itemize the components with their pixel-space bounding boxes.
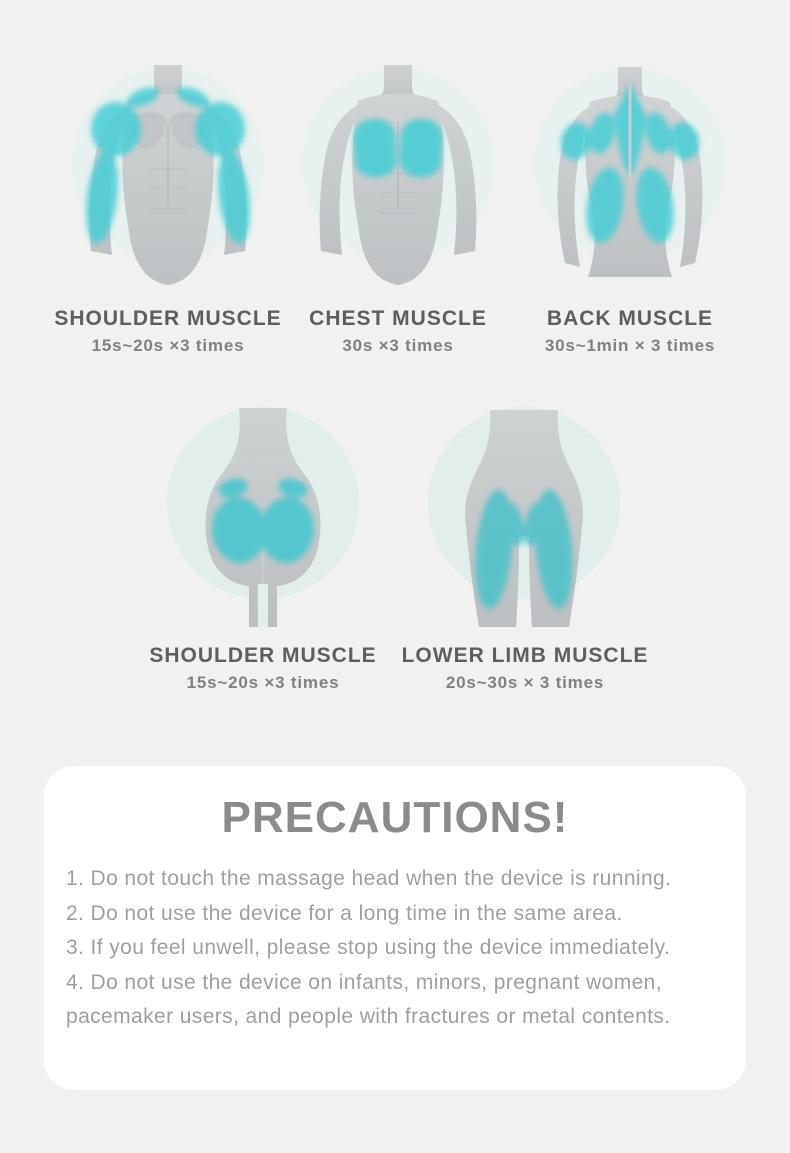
muscle-label bbox=[141, 643, 385, 693]
precaution-item: 4. Do not use the device on infants, minors, pregnant women, pacemaker users, and people with fractures or metal contents. bbox=[66, 970, 671, 1028]
muscle-card bbox=[58, 55, 278, 295]
lower-limb-muscles-figure bbox=[414, 394, 634, 634]
precautions-title: PRECAUTIONS! bbox=[221, 793, 569, 842]
muscle-card-title: CHEST MUSCLE bbox=[309, 307, 487, 330]
precaution-item: 1. Do not touch the massage head when the device is running. bbox=[66, 867, 672, 890]
muscle-card-duration: 30s ×3 times bbox=[342, 336, 454, 355]
muscle-label bbox=[400, 643, 650, 693]
muscle-label bbox=[508, 306, 752, 356]
muscle-card bbox=[153, 394, 373, 634]
muscle-card bbox=[414, 394, 634, 634]
precautions-card bbox=[44, 766, 746, 1090]
chest-muscles-figure bbox=[288, 55, 508, 295]
muscle-card-title: BACK MUSCLE bbox=[546, 307, 714, 330]
muscle-card-title: SHOULDER MUSCLE bbox=[149, 644, 377, 667]
back-muscles-figure bbox=[520, 55, 740, 295]
muscle-card-duration: 30s~1min × 3 times bbox=[544, 336, 716, 355]
precautions-list bbox=[66, 862, 726, 1035]
precaution-item: 2. Do not use the device for a long time in the same area. bbox=[66, 901, 623, 925]
precaution-item: 3. If you feel unwell, please stop using the device immediately. bbox=[66, 936, 671, 959]
shoulder-muscles-front-figure bbox=[58, 55, 278, 295]
muscle-card-title: SHOULDER MUSCLE bbox=[54, 307, 282, 330]
muscle-card-duration: 20s~30s × 3 times bbox=[445, 673, 605, 692]
muscle-label bbox=[276, 306, 520, 356]
muscle-card-duration: 15s~20s ×3 times bbox=[91, 336, 245, 355]
muscle-label bbox=[46, 306, 290, 356]
muscle-card bbox=[520, 55, 740, 295]
muscle-card-title: LOWER LIMB MUSCLE bbox=[401, 644, 649, 667]
glute-muscles-figure bbox=[153, 394, 373, 634]
muscle-card-duration: 15s~20s ×3 times bbox=[186, 673, 340, 692]
muscle-card bbox=[288, 55, 508, 295]
